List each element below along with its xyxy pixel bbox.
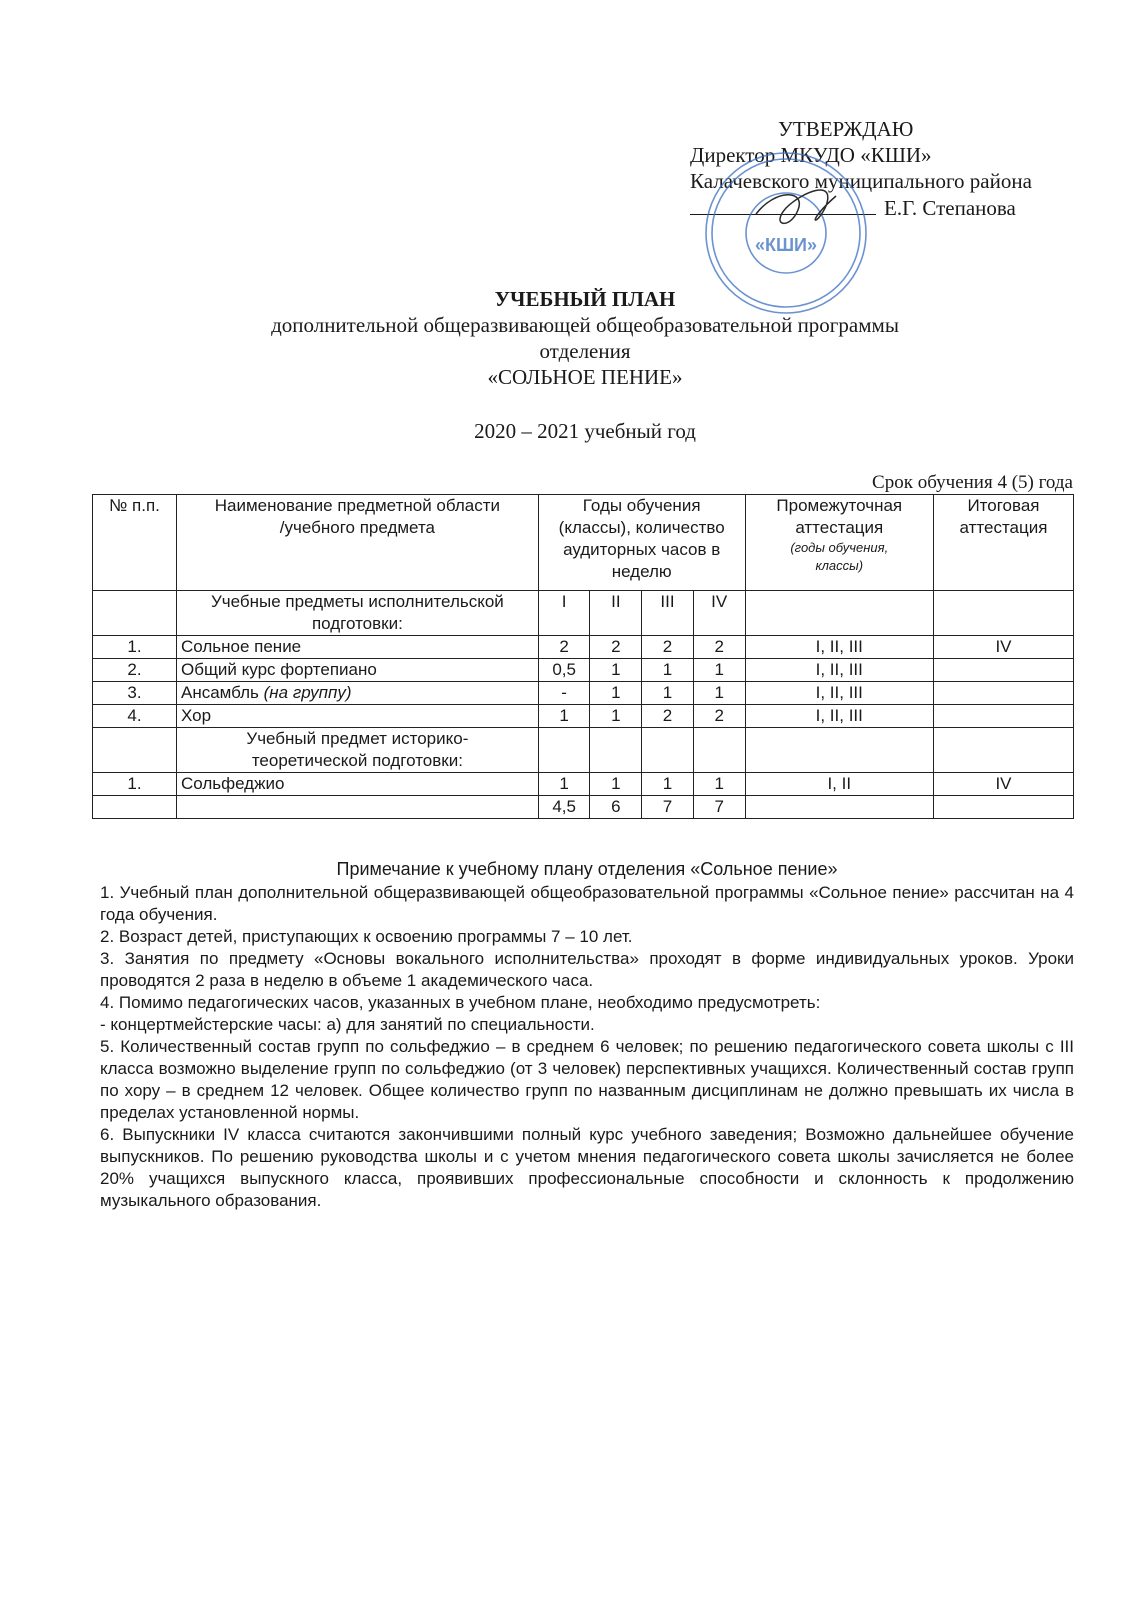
section-theory-label: Учебный предмет историко- теоретической подготовки: [176,728,538,773]
table-row: 2. Общий курс фортепиано 0,5 1 1 1 I, II, III [93,659,1074,682]
table-row: 4. Хор 1 1 2 2 I, II, III [93,705,1074,728]
header-years: Годы обучения (классы), количество аудиторных часов в неделю [538,495,745,591]
header-subject: Наименование предметной области /учебного предмета [176,495,538,591]
subject-name: Общий курс фортепиано [176,659,538,682]
section-performance-label: Учебные предметы исполнительской подготовки: [176,591,538,636]
note-item: 6. Выпускники IV класса считаются закончившими полный курс учебного заведения; Возможно дальнейшее обучение выпускников. По решению руководства школы и с учетом мнения педагогического совета школы зачисляется не более 20% учащихся выпускного класса, проявивших профессиональные способности и склонность к продолжению музыкального образования. [100,1125,1074,1210]
class-label: IV [693,591,745,636]
signature-blank [690,194,876,215]
class-label: I [538,591,590,636]
signature-line [690,194,1090,221]
final-cell: IV [933,773,1073,796]
subject-name: Ансамбль (на группу) [176,682,538,705]
document-subtitle-dept: отделения [539,339,631,363]
document-subtitle: дополнительной общеразвивающей общеобразовательной программы [271,313,899,337]
note-item: 4. Помимо педагогических часов, указанных в учебном плане, необходимо предусмотреть: [100,993,821,1012]
intermediate-cell: I, II, III [745,636,933,659]
header-num: № п.п. [93,495,177,591]
totals-row [93,796,1074,819]
approval-district: Калачевского муниципального района [690,169,1032,193]
notes-section [100,858,1074,1212]
seal-center-text: «КШИ» [754,235,818,255]
subject-name: Хор [176,705,538,728]
table-row: 3. Ансамбль (на группу) - 1 1 1 I, II, III [93,682,1074,705]
curriculum-table [92,494,1074,819]
total-cell: 6 [590,796,642,819]
note-item: 3. Занятия по предмету «Основы вокального исполнительства» проходят в форме индивидуальных уроков. Уроки проводятся 2 раза в неделю в объеме 1 академического часа. [100,949,1074,990]
final-cell [933,705,1073,728]
note-item: 5. Количественный состав групп по сольфеджио – в среднем 6 человек; по решению педагогического совета школы с III класса возможно выделение групп по сольфеджио (от 3 человек) перспективных учащихся. Количественный состав групп по хору – в среднем 12 человек. Общее количество групп по названным дисциплинам не должно превышать их числа в пределах установленной нормы. [100,1037,1074,1122]
intermediate-cell: I, II, III [745,682,933,705]
header-final: Итоговая аттестация [933,495,1073,591]
subject-name: Сольное пение [176,636,538,659]
class-label: III [642,591,694,636]
study-duration: Срок обучения 4 (5) года [872,472,1073,493]
note-item: 2. Возраст детей, приступающих к освоению программы 7 – 10 лет. [100,927,633,946]
table-header-row [93,495,1074,591]
document-title-block [0,286,1131,444]
intermediate-cell: I, II, III [745,705,933,728]
note-item: 1. Учебный план дополнительной общеразвивающей общеобразовательной программы «Сольное пение» рассчитан на 4 года обучения. [100,883,1074,924]
section-theory-row [93,728,1074,773]
document-subtitle-program: «СОЛЬНОЕ ПЕНИЕ» [487,365,683,389]
signatory-name: Е.Г. Степанова [884,196,1016,220]
table-row: 1. Сольфеджио 1 1 1 1 I, II IV [93,773,1074,796]
table-row: 1. Сольное пение 2 2 2 2 I, II, III IV [93,636,1074,659]
final-cell [933,659,1073,682]
subject-note: (на группу) [263,683,352,702]
total-cell: 7 [693,796,745,819]
academic-year: 2020 – 2021 учебный год [474,419,696,443]
header-intermediate: Промежуточная аттестация (годы обучения, классы) [745,495,933,591]
document-title: УЧЕБНЫЙ ПЛАН [494,287,676,311]
approval-block [690,116,1090,221]
intermediate-cell: I, II, III [745,659,933,682]
approval-title: УТВЕРЖДАЮ [778,117,914,141]
final-cell: IV [933,636,1073,659]
subject-name: Сольфеджио [176,773,538,796]
total-cell: 4,5 [538,796,590,819]
notes-title: Примечание к учебному плану отделения «Сольное пение» [336,859,838,879]
approval-director: Директор МКУДО «КШИ» [690,143,932,167]
final-cell [933,682,1073,705]
section-performance-row [93,591,1074,636]
note-item: - концертмейстерские часы: а) для занятий по специальности. [100,1015,595,1034]
total-cell: 7 [642,796,694,819]
class-label: II [590,591,642,636]
intermediate-cell: I, II [745,773,933,796]
